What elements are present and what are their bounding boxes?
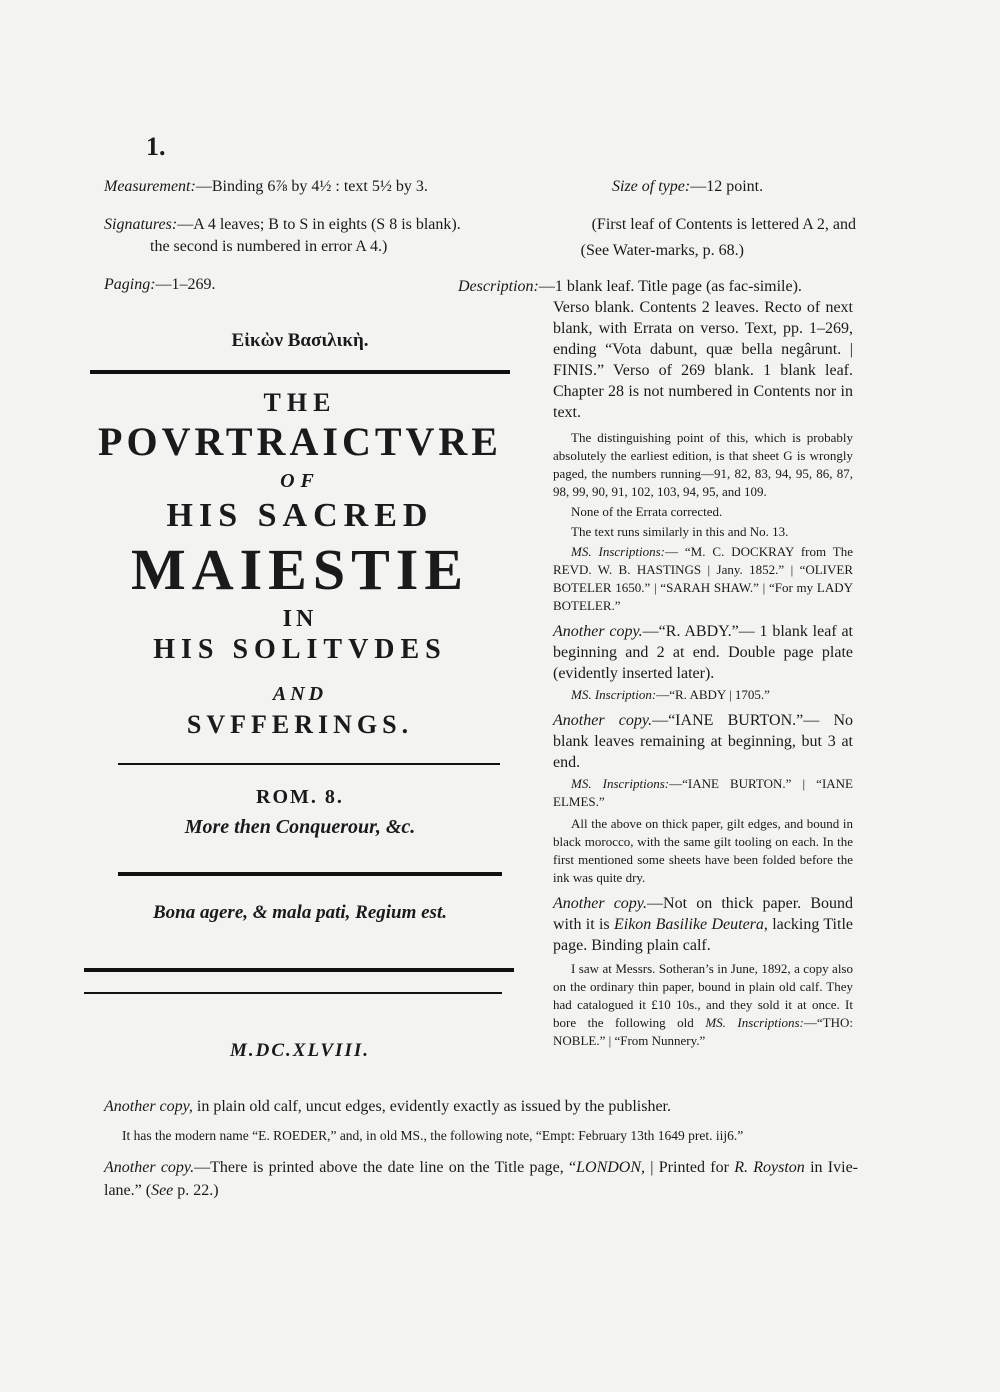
measurement-label: Measurement:: [104, 178, 196, 195]
tp-date: M.DC.XLVIII.: [230, 1040, 370, 1061]
ac5-text: —There is printed above the date line on the Title page, “: [194, 1159, 577, 1176]
ac5-royston: R. Royston: [734, 1159, 805, 1176]
ac3-italic: Eikon Basilike Deutera: [613, 916, 764, 933]
ac1-inscription: [553, 686, 853, 704]
description-p3: None of the Errata corrected.: [571, 504, 723, 519]
tp-rule-5: [84, 992, 502, 994]
description-p1-first: —1 blank leaf. Title page (as fac-simile).: [538, 278, 802, 295]
tp-his-sacred: HIS SACRED: [166, 497, 434, 534]
ac1-ms-label: MS. Inscription:: [571, 687, 657, 702]
description-p5: [553, 543, 853, 615]
tp-sufferings: SVFFERINGS.: [186, 710, 414, 739]
tp-rule-1: [90, 370, 510, 374]
measurement-text: —Binding 6⅞ by 4½ : text 5½ by 3.: [195, 178, 428, 195]
description-p2: The distinguishing point of this, which is probably absolutely the earliest edition, is that sheet G is wrongly paged, the numbers running—91, 82, 83, 94, 95, 86, 87, 98, 99, 90, 91, 102, 103, 94, 95, and 109.: [553, 430, 853, 499]
ac3-label: Another copy.: [553, 895, 648, 912]
measurement-row: [104, 176, 854, 198]
ac5-text4: p. 22.): [173, 1182, 219, 1199]
tp-rule-4: [84, 968, 514, 972]
another-copy-burton: [553, 710, 853, 773]
description-first-line: [458, 276, 854, 297]
size-label: Size of type:: [612, 178, 691, 195]
thick-paper-note: All the above on thick paper, gilt edges, and bound in black morocco, with the same gilt tooling on each. In the first mentioned some sheets have been folded before the ink was quite dry.: [553, 816, 853, 885]
ac5-text2: | Printed for: [645, 1159, 735, 1176]
sotheran-note: [553, 960, 853, 1050]
p5-label: MS. Inscriptions:: [571, 544, 665, 559]
tp-and: AND: [272, 683, 328, 705]
ac5-text3: in Ivie-lane.” (: [104, 1159, 859, 1199]
soth-end: —“THO: NOBLE.” | “From Nunnery.”: [553, 1015, 853, 1048]
ac2-text: —“IANE BURTON.”— No blank leaves remaining at beginning, but 3 at end.: [553, 712, 853, 771]
ac4-label: Another copy,: [104, 1098, 193, 1115]
ac4-text: in plain old calf, uncut edges, evidently exactly as issued by the publisher.: [192, 1098, 671, 1115]
ac2-label: Another copy.: [553, 712, 653, 729]
description-column: [553, 297, 853, 1050]
description-p1: Verso blank. Contents 2 leaves. Recto of next blank, with Errata on verso. Text, pp. 1–269, ending “Vota dabunt, quæ bella negârunt. | FINIS.” Verso of 269 blank. 1 blank leaf. Chapter 28 is not numbered in Contents nor in text.: [553, 299, 853, 421]
signatures-text: —A 4 leaves; B to S in eights (S 8 is blank).: [177, 216, 461, 233]
signatures-right-text: (First leaf of Contents is lettered A 2, and: [591, 216, 856, 233]
another-copy-thin: [553, 893, 853, 956]
tp-of: OF: [280, 470, 320, 492]
tp-solitudes: HIS SOLITVDES: [153, 634, 447, 665]
size-of-type: [612, 176, 763, 198]
tp-bona-agere: Bona agere, & mala pati, Regium est.: [153, 902, 447, 923]
soth-text: I saw at Messrs. Sotheran’s in June, 1892, a copy also on the ordinary thin paper, bound in plain old calf. They had catalogued it £10 10s., and they sold it at once. It bore the following old: [553, 961, 853, 1030]
soth-label: MS. Inscriptions:: [705, 1015, 804, 1030]
entry-number: 1.: [146, 132, 166, 161]
ac3-text-a: —Not on thick paper. Bound with it is: [553, 895, 853, 933]
description-label: Description:: [458, 278, 539, 295]
ac2-ms-label: MS. Inscriptions:: [571, 776, 670, 791]
another-copy-london: [104, 1156, 858, 1202]
size-text: —12 point.: [690, 178, 764, 195]
tp-in: IN: [282, 606, 318, 632]
signatures-left: [104, 214, 524, 258]
ac1-text: —“R. ABDY.”— 1 blank leaf at beginning and 2 at end. Double page plate (evidently inserted later).: [553, 623, 853, 682]
tp-rom: ROM. 8.: [256, 786, 344, 808]
tp-rule-2: [118, 763, 500, 765]
signatures-label: Signatures:: [104, 216, 178, 233]
ac5-london: LONDON,: [576, 1159, 646, 1176]
tp-the: THE: [263, 388, 337, 417]
tp-maiestie: MAIESTIE: [130, 537, 470, 602]
tp-pourtraicture: POVRTRAICTVRE: [98, 419, 502, 464]
tp-more-then: More then Conquerour, &c.: [184, 816, 416, 838]
tp-rule-3: [118, 872, 502, 876]
paging-label: Paging:: [104, 276, 156, 293]
p5-text: — “M. C. DOCKRAY from The REVD. W. B. HASTINGS | Jany. 1852.” | “OLIVER BOTELER 1650.” | “SARAH SHAW.” | “For my LADY BOTELER.”: [553, 544, 853, 613]
paging: [104, 276, 216, 294]
ac1-ms-text: —“R. ABDY | 1705.”: [656, 687, 770, 702]
ac2-inscription: [553, 775, 853, 811]
ac5-label: Another copy.: [104, 1159, 195, 1176]
signatures-cont: the second is numbered in error A 4.): [150, 238, 388, 255]
ac3-text-b: , lacking Title page. Binding plain calf.: [553, 916, 853, 954]
roeder-note: It has the modern name “E. ROEDER,” and, in old MS., the following note, “Empt: February 13th 1649 pret. iij6.”: [122, 1128, 744, 1143]
ac2-ms-text: —“IANE BURTON.” | “IANE ELMES.”: [553, 776, 853, 809]
another-copy-abdy: [553, 621, 853, 684]
paging-text: —1–269.: [155, 276, 216, 293]
ac5-see: See: [151, 1182, 174, 1199]
see-watermarks: (See Water-marks, p. 68.): [580, 242, 744, 259]
ac1-label: Another copy.: [553, 623, 643, 640]
description-p4: The text runs similarly in this and No. 13.: [571, 524, 789, 539]
tp-greek-title: Εἰκὼν Βασιλικὴ.: [231, 330, 369, 351]
signatures-right: [536, 214, 856, 262]
another-copy-uncut: [104, 1096, 858, 1118]
